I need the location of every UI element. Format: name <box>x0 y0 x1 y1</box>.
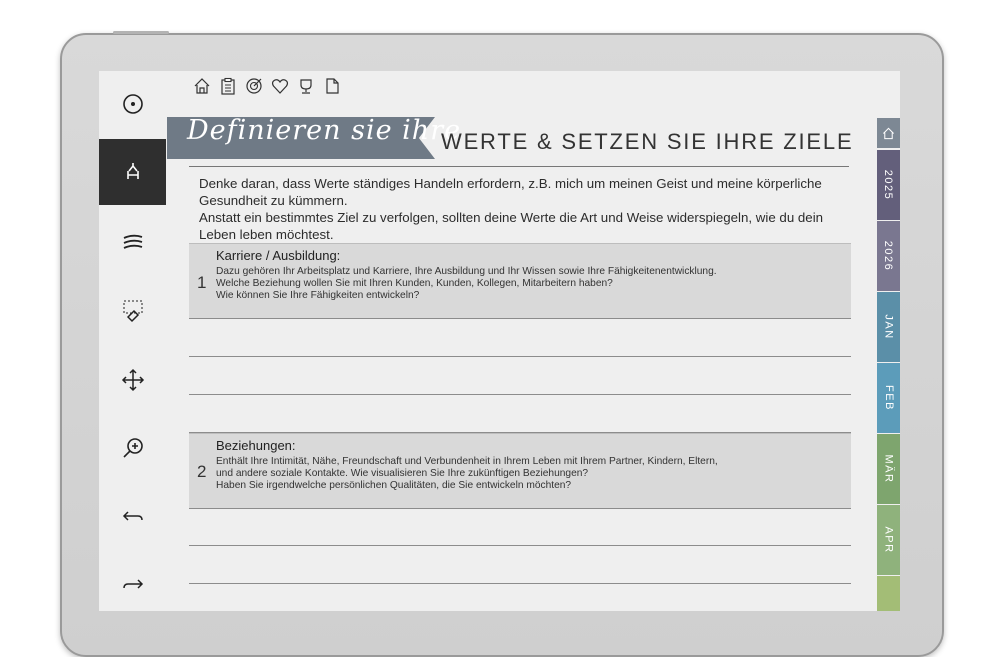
circle-dot-icon <box>120 91 146 117</box>
description-line: Wie können Sie Ihre Fähigkeiten entwickeln? <box>216 290 420 301</box>
writing-line[interactable] <box>189 356 851 357</box>
wavy-lines-icon <box>120 229 146 255</box>
menu-button[interactable] <box>99 71 166 137</box>
heart-icon <box>271 77 289 95</box>
nav-health[interactable] <box>271 77 289 95</box>
tab-apr[interactable]: APR <box>877 505 900 575</box>
undo-button[interactable] <box>99 483 166 549</box>
description-line: Dazu gehören Ihr Arbeitsplatz und Karriere, Ihre Ausbildung und Ihr Wissen sowie Ihre Fähigkeitenentwicklung. <box>216 266 717 277</box>
trophy-icon <box>297 77 315 95</box>
eraser-select-icon <box>120 297 146 323</box>
section-heading: Beziehungen: <box>216 438 296 453</box>
device-button[interactable] <box>113 31 169 34</box>
description-line: Enthält Ihre Intimität, Nähe, Freundschaft und Verbundenheit in Ihrem Leben mit Ihrem Partner, Kindern, Eltern, <box>216 456 718 467</box>
section-description <box>216 456 836 492</box>
tab-2025[interactable]: 2025 <box>877 150 900 220</box>
clipboard-icon <box>219 77 237 95</box>
title-script: Definieren sie ihre <box>187 115 462 146</box>
description-line: und andere soziale Kontakte. Wie visualisieren Sie Ihre zukünftigen Beziehungen? <box>216 468 589 479</box>
line-style-button[interactable] <box>99 209 166 275</box>
move-icon <box>120 367 146 393</box>
writing-line[interactable] <box>189 394 851 395</box>
nav-goals[interactable] <box>245 77 263 95</box>
zoom-button[interactable] <box>99 415 166 481</box>
redo-button[interactable] <box>99 551 166 611</box>
screen <box>99 71 900 611</box>
nav-clipboard[interactable] <box>219 77 237 95</box>
intro-line-2: Anstatt ein bestimmtes Ziel zu verfolgen, sollten deine Werte die Art und Weise widerspiegeln, wie du dein Leben leben möchtest. <box>199 210 824 242</box>
eraser-tool-button[interactable] <box>99 277 166 343</box>
tab-2026[interactable]: 2026 <box>877 221 900 291</box>
section-box-relationships <box>189 433 851 509</box>
tool-bar <box>99 71 166 611</box>
section-description <box>216 266 836 302</box>
pen-icon <box>120 159 146 185</box>
tab-mar[interactable]: MÄR <box>877 434 900 504</box>
page-title: WERTE & SETZEN SIE IHRE ZIELE <box>441 129 854 154</box>
tab-jan[interactable]: JAN <box>877 292 900 362</box>
zoom-in-icon <box>120 435 146 461</box>
nav-achievements[interactable] <box>297 77 315 95</box>
pen-tool-button[interactable] <box>99 139 166 205</box>
section-box-career <box>189 243 851 319</box>
top-nav-icons <box>193 77 341 95</box>
intro-text <box>199 175 849 243</box>
description-line: Welche Beziehung wollen Sie mit Ihren Kunden, Kunden, Kollegen, Mitarbeitern haben? <box>216 278 613 289</box>
tab-feb[interactable]: FEB <box>877 363 900 433</box>
nav-home[interactable] <box>193 77 211 95</box>
description-line: Haben Sie irgendwelche persönlichen Qualitäten, die Sie entwickeln möchten? <box>216 480 572 491</box>
writing-line[interactable] <box>189 583 851 584</box>
tab-home[interactable] <box>877 118 900 148</box>
nav-notes[interactable] <box>323 77 341 95</box>
title-divider <box>189 166 849 167</box>
redo-icon <box>120 571 146 597</box>
section-number: 2 <box>197 462 207 481</box>
tab-next-month[interactable] <box>877 576 900 611</box>
home-icon <box>882 127 895 140</box>
home-icon <box>193 77 211 95</box>
page-icon <box>323 77 341 95</box>
intro-line-1: Denke daran, dass Werte ständiges Handeln erfordern, z.B. mich um meinen Geist und meine körperliche Gesundheit zu kümmern. <box>199 176 822 208</box>
undo-icon <box>120 503 146 529</box>
move-tool-button[interactable] <box>99 347 166 413</box>
section-number: 1 <box>197 273 207 292</box>
writing-line[interactable] <box>189 545 851 546</box>
section-heading: Karriere / Ausbildung: <box>216 248 341 263</box>
target-icon <box>245 77 263 95</box>
